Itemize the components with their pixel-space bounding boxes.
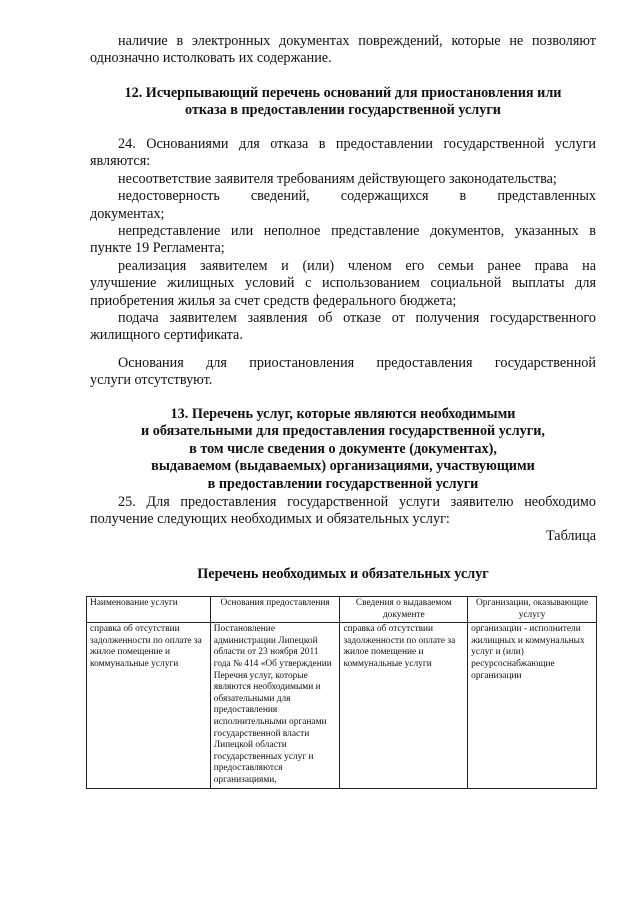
refusal-item-3-line-2: пункте 19 Регламента; (90, 240, 225, 257)
section-12-heading-line-2: отказа в предоставлении государственной услуги (185, 102, 501, 119)
section-12-heading-line-1: 12. Исчерпывающий перечень оснований для приостановления или (124, 85, 562, 101)
section-12-heading (90, 85, 596, 120)
header-organizations: Организации, оказывающие услугу (468, 597, 597, 623)
services-table (86, 596, 597, 789)
suspension-line-1: Основания для приостановления предоставления государственной (118, 355, 596, 371)
header-document-info: Сведения о выдаваемом документе (340, 597, 468, 623)
p24-line-1: 24. Основаниями для отказа в предоставлении государственной услуги (118, 136, 596, 152)
refusal-item-5-line-1: подача заявителем заявления об отказе от получения государственного (118, 310, 596, 327)
intro-paragraph (90, 33, 596, 68)
intro-line-1: наличие в электронных документах повреждений, которые не позволяют (118, 33, 596, 49)
refusal-item-5-line-2: жилищного сертификата. (90, 327, 243, 344)
table-label: Таблица (545, 528, 596, 544)
section-13-heading (90, 406, 596, 493)
section-13-heading-line-1: 13. Перечень услуг, которые являются необходимыми (170, 406, 516, 422)
p25-line-2: получение следующих необходимых и обязательных услуг: (90, 511, 450, 528)
suspension-paragraph (90, 355, 596, 390)
refusal-item-2-line-1: недостоверность сведений, содержащихся в представленных (118, 188, 596, 205)
refusal-item-4-line-1: реализация заявителем и (или) членом его семьи ранее права на (118, 257, 596, 274)
table-header-row (87, 597, 597, 623)
refusal-item-4-line-3: приобретения жилья за счет средств федерального бюджета; (90, 292, 457, 309)
refusal-item-4-line-2: улучшение жилищных условий с использованием социальной выплаты для (90, 275, 596, 292)
section-13-heading-line-2: и обязательными для предоставления государственной услуги, (141, 423, 545, 440)
cell-document-info: справка об отсутствии задолженности по оплате за жилое помещение и коммунальные услуги (340, 623, 468, 788)
table-title: Перечень необходимых и обязательных услуг (197, 566, 489, 582)
refusal-item-2-line-2: документах; (90, 205, 165, 222)
section-13-heading-line-3: в том числе сведения о документе (документах), (189, 440, 497, 457)
p25-line-1: 25. Для предоставления государственной услуги заявителю необходимо (118, 494, 596, 510)
paragraph-25 (90, 494, 596, 529)
paragraph-24 (90, 136, 596, 345)
table-row (87, 623, 597, 788)
refusal-item-1: несоответствие заявителя требованиям действующего законодательства; (118, 170, 557, 187)
intro-line-2: однозначно истолковать их содержание. (90, 50, 332, 67)
p24-line-2: являются: (90, 153, 151, 170)
section-13-heading-line-4: выдаваемом (выдаваемых) организациями, участвующими (151, 458, 535, 475)
header-grounds: Основания предоставления (210, 597, 340, 623)
cell-grounds: Постановление администрации Липецкой области от 23 ноября 2011 года № 414 «Об утверждении Перечня услуг, которые являются необходимыми и обязательными для предоставления исполнительными органами государственной власти Липецкой области государственных услуг и предоставляются организациями, (210, 623, 340, 788)
header-service-name: Наименование услуги (87, 597, 211, 623)
cell-service-name: справка об отсутствии задолженности по оплате за жилое помещение и коммунальные услуги (87, 623, 211, 788)
section-13-heading-line-5: в предоставлении государственной услуги (207, 475, 479, 492)
suspension-line-2: услуги отсутствуют. (90, 372, 213, 389)
cell-organizations: организации - исполнители жилищных и коммунальных услуг и (или) ресурсоснабжающие организации (468, 623, 597, 788)
refusal-item-3-line-1: непредставление или неполное представление документов, указанных в (118, 223, 596, 240)
